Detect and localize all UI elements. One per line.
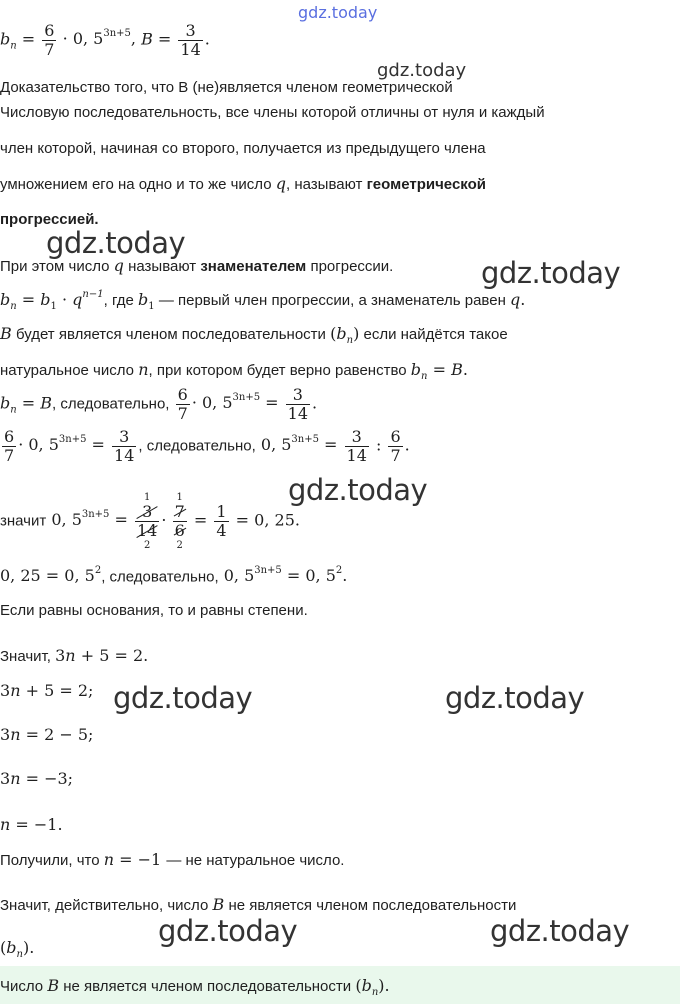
formula-line: 3n = 2 − 5; xyxy=(0,725,94,744)
text-line: прогрессией. xyxy=(0,211,99,228)
text-line: Если равны основания, то и равны степени. xyxy=(0,602,308,619)
formula-line: 3n + 5 = 2; xyxy=(0,681,94,700)
formula-line: $b_n = b_1 \cdot q^{n-1}$, где $b_1$ — первый член прогрессии, а знаменатель равен q. xyxy=(0,289,526,312)
text-line: B будет является членом последовательности $(b_n)$ если найдётся такое xyxy=(0,324,508,346)
formula-line: 0, 25 = 0, $5^2$, следовательно, 0, $5^{3n+5} = 0$, $5^2$. xyxy=(0,565,348,586)
watermark: gdz.today xyxy=(445,681,585,715)
formula-line: $(b_n)$. xyxy=(0,938,35,960)
formula-line: значит 0, $5^{3n+5}$ = 1 3 14 2 · 1 7 6 2 = $\frac{1}{4}$ = 0, 25. xyxy=(0,492,300,551)
text-line: Числовую последовательность, все члены которой отличны от нуля и каждый xyxy=(0,104,545,121)
text-line: умножением его на одно и то же число q, называют геометрической xyxy=(0,174,486,193)
formula-line: Значит, 3n + 5 = 2. xyxy=(0,646,149,665)
formula-line: 3n = −3; xyxy=(0,769,74,788)
watermark: gdz.today xyxy=(113,681,253,715)
watermark: gdz.today xyxy=(46,226,186,260)
watermark: gdz.today xyxy=(490,914,630,948)
text-line: натуральное число n, при котором будет верно равенство $b_n = B$. xyxy=(0,360,468,382)
formula-line: $b_n = B$, следовательно, $\frac{6}{7}$ · 0, $5^{3n+5}$ = $\frac{3}{14}$ . xyxy=(0,385,318,423)
text-line: член которой, начиная со второго, получается из предыдущего члена xyxy=(0,140,486,157)
answer-text: Число B не является членом последовательности $(b_n)$. xyxy=(0,976,390,998)
watermark: gdz.today xyxy=(377,60,467,81)
text-line: Значит, действительно, число B не является членом последовательности xyxy=(0,895,517,914)
text-line: Получили, что n = −1 — не натуральное число. xyxy=(0,850,345,869)
formula-line: n = −1. xyxy=(0,815,63,834)
formula-line: $\frac{6}{7}$ · 0, $5^{3n+5}$ = $\frac{3}{14}$ , следовательно, 0, $5^{3n+5}$ = $\frac{3}{14}$ : $\frac{6}{7}$ . xyxy=(4,427,410,465)
line-formula-bn: $b_n$ = $\frac{6}{7}$ · 0, $5^{3n+5}$, B = $\frac{3}{14}$ . xyxy=(0,21,210,59)
watermark-top: gdz.today xyxy=(298,3,378,22)
watermark: gdz.today xyxy=(481,256,621,290)
watermark: gdz.today xyxy=(288,473,428,507)
text-line: При этом число q называют знаменателем прогрессии. xyxy=(0,256,394,275)
text-line: Доказательство того, что B (не)является членом геометрической xyxy=(0,79,453,96)
watermark: gdz.today xyxy=(158,914,298,948)
